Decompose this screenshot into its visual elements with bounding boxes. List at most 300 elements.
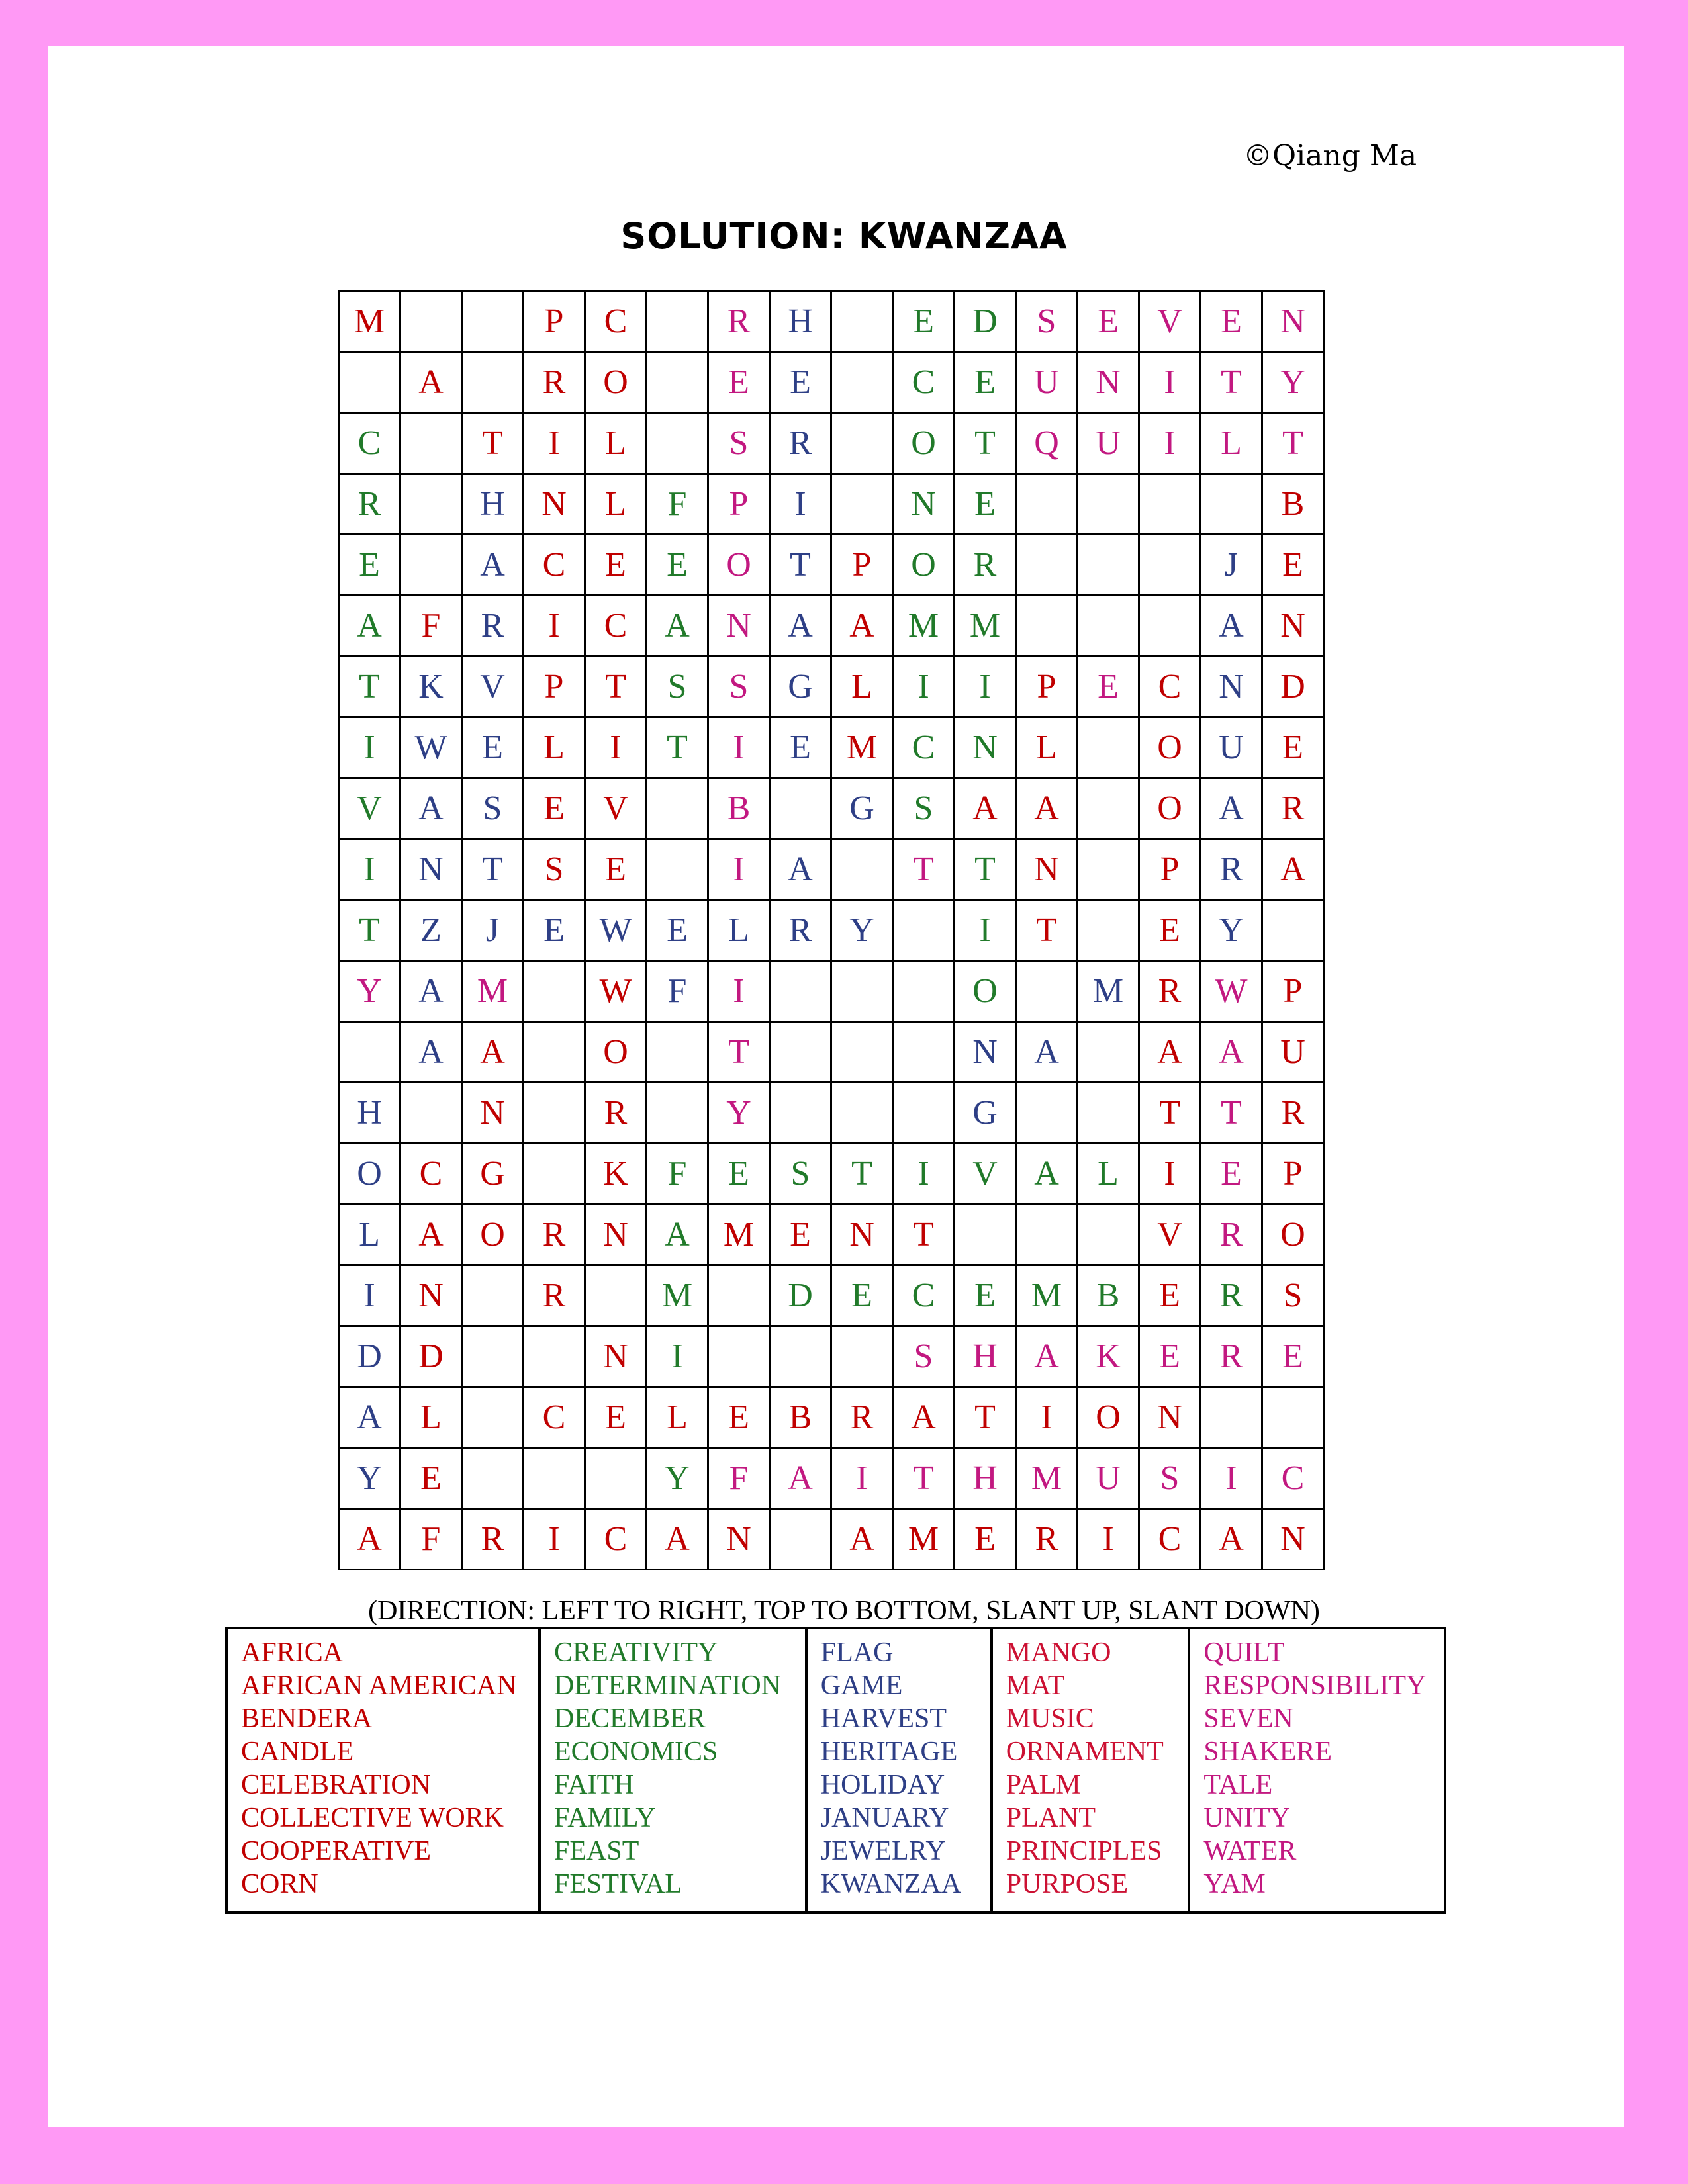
grid-cell: T xyxy=(893,1205,955,1265)
grid-cell: D xyxy=(955,291,1016,352)
grid-row xyxy=(339,474,1324,535)
grid-cell: E xyxy=(955,352,1016,413)
grid-cell xyxy=(647,1022,708,1083)
word-item: GAME xyxy=(820,1670,903,1701)
grid-cell xyxy=(462,1387,524,1448)
word-item: JEWELRY xyxy=(820,1836,946,1866)
grid-cell: A xyxy=(770,596,831,657)
grid-cell xyxy=(462,1265,524,1326)
word-item: FEAST xyxy=(554,1836,639,1866)
grid-cell: C xyxy=(893,717,955,778)
grid-cell: R xyxy=(1201,1326,1262,1387)
grid-row xyxy=(339,1083,1324,1144)
grid-cell: B xyxy=(1262,474,1324,535)
grid-cell: J xyxy=(462,900,524,961)
grid-cell: P xyxy=(1262,961,1324,1022)
grid-row xyxy=(339,352,1324,413)
grid-cell: A xyxy=(339,596,400,657)
grid-cell: N xyxy=(524,474,585,535)
grid-cell: A xyxy=(1201,778,1262,839)
grid-cell xyxy=(585,1448,647,1509)
grid-cell: A xyxy=(1262,839,1324,900)
grid-cell: U xyxy=(1201,717,1262,778)
grid-row xyxy=(339,717,1324,778)
grid-cell: A xyxy=(1201,596,1262,657)
grid-cell: T xyxy=(1139,1083,1201,1144)
grid-cell: R xyxy=(1201,1265,1262,1326)
grid-cell xyxy=(770,1509,831,1570)
word-item: FAMILY xyxy=(554,1803,656,1833)
grid-cell xyxy=(1078,839,1139,900)
grid-cell: R xyxy=(1201,839,1262,900)
word-column xyxy=(992,1628,1190,1913)
word-item: DETERMINATION xyxy=(554,1670,781,1701)
grid-cell: L xyxy=(585,474,647,535)
grid-cell: F xyxy=(647,474,708,535)
grid-cell: A xyxy=(831,1509,893,1570)
grid-row xyxy=(339,1265,1324,1326)
grid-cell: A xyxy=(400,961,462,1022)
grid-row xyxy=(339,900,1324,961)
word-item: PRINCIPLES xyxy=(1006,1836,1162,1866)
grid-cell: M xyxy=(1078,961,1139,1022)
grid-cell: C xyxy=(400,1144,462,1205)
grid-cell: I xyxy=(339,839,400,900)
grid-cell: Y xyxy=(647,1448,708,1509)
grid-cell: L xyxy=(647,1387,708,1448)
word-item: KWANZAA xyxy=(820,1869,962,1899)
grid-cell: U xyxy=(1078,1448,1139,1509)
grid-cell xyxy=(1139,474,1201,535)
grid-cell: D xyxy=(400,1326,462,1387)
grid-cell xyxy=(400,291,462,352)
grid-cell: Q xyxy=(1016,413,1078,474)
word-item: TALE xyxy=(1203,1770,1273,1800)
grid-cell: I xyxy=(647,1326,708,1387)
grid-cell: S xyxy=(1139,1448,1201,1509)
grid-cell: E xyxy=(339,535,400,596)
grid-cell: S xyxy=(893,778,955,839)
grid-cell: O xyxy=(893,535,955,596)
grid-cell: E xyxy=(1078,291,1139,352)
grid-cell: H xyxy=(770,291,831,352)
grid-cell: N xyxy=(1262,291,1324,352)
grid-cell: R xyxy=(585,1083,647,1144)
grid-cell: R xyxy=(831,1387,893,1448)
grid-row xyxy=(339,596,1324,657)
grid-cell: T xyxy=(893,839,955,900)
grid-cell: A xyxy=(1016,1326,1078,1387)
word-column xyxy=(226,1628,539,1913)
word-item: UNITY xyxy=(1203,1803,1291,1833)
grid-cell: K xyxy=(400,657,462,717)
grid-cell xyxy=(1139,596,1201,657)
word-item: ORNAMENT xyxy=(1006,1737,1164,1767)
grid-cell: H xyxy=(955,1448,1016,1509)
grid-cell: N xyxy=(893,474,955,535)
word-item: PALM xyxy=(1006,1770,1081,1800)
grid-cell: S xyxy=(708,413,770,474)
grid-cell: I xyxy=(1016,1387,1078,1448)
grid-cell: S xyxy=(647,657,708,717)
grid-cell: S xyxy=(1016,291,1078,352)
grid-cell xyxy=(831,1022,893,1083)
word-column xyxy=(539,1628,806,1913)
grid-cell xyxy=(1262,1387,1324,1448)
word-item: AFRICA xyxy=(241,1637,344,1668)
grid-cell xyxy=(462,1448,524,1509)
grid-cell: A xyxy=(770,1448,831,1509)
word-item: CANDLE xyxy=(241,1737,354,1767)
grid-cell: P xyxy=(708,474,770,535)
word-item: FESTIVAL xyxy=(554,1869,682,1899)
grid-cell: E xyxy=(585,535,647,596)
grid-cell: I xyxy=(708,839,770,900)
grid-cell: L xyxy=(1078,1144,1139,1205)
grid-cell: A xyxy=(400,1205,462,1265)
grid-cell: K xyxy=(585,1144,647,1205)
grid-cell: G xyxy=(462,1144,524,1205)
grid-cell xyxy=(339,1022,400,1083)
word-item: PLANT xyxy=(1006,1803,1096,1833)
word-item: RESPONSIBILITY xyxy=(1203,1670,1427,1701)
grid-cell xyxy=(893,900,955,961)
grid-cell: I xyxy=(585,717,647,778)
grid-cell: Y xyxy=(1201,900,1262,961)
grid-cell: R xyxy=(770,900,831,961)
grid-cell xyxy=(1078,900,1139,961)
grid-cell: E xyxy=(1139,900,1201,961)
grid-cell: I xyxy=(1078,1509,1139,1570)
grid-cell: V xyxy=(1139,291,1201,352)
grid-cell: P xyxy=(524,291,585,352)
grid-cell: L xyxy=(524,717,585,778)
copyright-notice: ©Qiang Ma xyxy=(1243,139,1417,173)
grid-cell: E xyxy=(462,717,524,778)
grid-cell: R xyxy=(1262,1083,1324,1144)
grid-cell: N xyxy=(831,1205,893,1265)
grid-cell: C xyxy=(524,1387,585,1448)
word-list-table xyxy=(225,1627,1446,1914)
grid-cell: T xyxy=(1201,352,1262,413)
grid-cell: R xyxy=(1016,1509,1078,1570)
grid-cell xyxy=(708,1265,770,1326)
grid-cell: M xyxy=(893,596,955,657)
grid-cell: M xyxy=(647,1265,708,1326)
grid-cell: I xyxy=(1139,1144,1201,1205)
grid-cell: A xyxy=(462,1022,524,1083)
word-column xyxy=(806,1628,992,1913)
grid-cell xyxy=(1016,1205,1078,1265)
word-item: SEVEN xyxy=(1203,1704,1293,1734)
grid-cell xyxy=(955,1205,1016,1265)
grid-cell: S xyxy=(524,839,585,900)
grid-cell xyxy=(831,1326,893,1387)
grid-cell: Y xyxy=(1262,352,1324,413)
grid-cell: R xyxy=(1139,961,1201,1022)
word-item: MUSIC xyxy=(1006,1704,1094,1734)
grid-cell: R xyxy=(524,1265,585,1326)
grid-cell: E xyxy=(1201,1144,1262,1205)
grid-cell: A xyxy=(893,1387,955,1448)
grid-cell: P xyxy=(524,657,585,717)
grid-cell: E xyxy=(400,1448,462,1509)
grid-cell: M xyxy=(831,717,893,778)
grid-row xyxy=(339,1387,1324,1448)
grid-cell: O xyxy=(955,961,1016,1022)
grid-cell: H xyxy=(955,1326,1016,1387)
grid-cell xyxy=(524,961,585,1022)
grid-cell: D xyxy=(1262,657,1324,717)
grid-row xyxy=(339,413,1324,474)
grid-cell xyxy=(400,1083,462,1144)
word-search-grid xyxy=(338,290,1325,1570)
page-title: SOLUTION: KWANZAA xyxy=(620,215,1068,257)
grid-cell: M xyxy=(462,961,524,1022)
grid-cell: E xyxy=(1139,1326,1201,1387)
grid-cell: G xyxy=(831,778,893,839)
grid-cell: T xyxy=(1201,1083,1262,1144)
grid-cell xyxy=(770,778,831,839)
grid-cell: I xyxy=(831,1448,893,1509)
grid-cell: E xyxy=(647,535,708,596)
grid-cell: E xyxy=(647,900,708,961)
grid-cell: R xyxy=(770,413,831,474)
direction-note: (DIRECTION: LEFT TO RIGHT, TOP TO BOTTOM, SLANT UP, SLANT DOWN) xyxy=(368,1596,1320,1626)
grid-cell: A xyxy=(400,778,462,839)
grid-cell: C xyxy=(893,352,955,413)
grid-cell: R xyxy=(462,596,524,657)
word-item: ECONOMICS xyxy=(554,1737,718,1767)
grid-cell: Y xyxy=(339,1448,400,1509)
word-item: BENDERA xyxy=(241,1704,373,1734)
grid-cell: N xyxy=(1201,657,1262,717)
grid-cell xyxy=(770,1326,831,1387)
grid-cell: O xyxy=(708,535,770,596)
grid-cell xyxy=(1016,474,1078,535)
word-item: CREATIVITY xyxy=(554,1637,718,1668)
grid-cell: V xyxy=(462,657,524,717)
grid-cell: A xyxy=(339,1387,400,1448)
grid-cell xyxy=(462,1326,524,1387)
grid-row xyxy=(339,778,1324,839)
grid-cell: W xyxy=(585,900,647,961)
grid-cell: N xyxy=(1262,596,1324,657)
grid-cell: A xyxy=(1201,1509,1262,1570)
grid-cell: E xyxy=(708,1387,770,1448)
grid-cell: F xyxy=(708,1448,770,1509)
grid-cell: A xyxy=(400,1022,462,1083)
grid-cell: Y xyxy=(339,961,400,1022)
grid-cell: T xyxy=(462,413,524,474)
grid-cell: O xyxy=(462,1205,524,1265)
grid-cell: N xyxy=(1262,1509,1324,1570)
grid-cell xyxy=(1262,900,1324,961)
grid-cell: T xyxy=(462,839,524,900)
word-item: HERITAGE xyxy=(820,1737,958,1767)
grid-cell: O xyxy=(339,1144,400,1205)
grid-cell: C xyxy=(585,596,647,657)
grid-cell xyxy=(893,961,955,1022)
grid-cell: I xyxy=(893,657,955,717)
grid-cell: N xyxy=(400,1265,462,1326)
word-item: SHAKERE xyxy=(1203,1737,1333,1767)
grid-cell: L xyxy=(708,900,770,961)
grid-cell: T xyxy=(1262,413,1324,474)
grid-cell: A xyxy=(647,1509,708,1570)
grid-cell: E xyxy=(1262,1326,1324,1387)
word-item: HOLIDAY xyxy=(820,1770,945,1800)
grid-cell: P xyxy=(1262,1144,1324,1205)
grid-cell: R xyxy=(1201,1205,1262,1265)
grid-cell: G xyxy=(955,1083,1016,1144)
grid-cell: G xyxy=(770,657,831,717)
grid-cell: E xyxy=(831,1265,893,1326)
grid-cell: J xyxy=(1201,535,1262,596)
grid-cell: F xyxy=(400,596,462,657)
grid-cell: L xyxy=(1201,413,1262,474)
grid-cell: I xyxy=(524,1509,585,1570)
grid-cell xyxy=(770,961,831,1022)
grid-cell xyxy=(1016,961,1078,1022)
grid-cell: C xyxy=(1139,1509,1201,1570)
grid-cell: L xyxy=(339,1205,400,1265)
grid-cell: E xyxy=(1139,1265,1201,1326)
grid-cell: U xyxy=(1016,352,1078,413)
grid-cell: H xyxy=(339,1083,400,1144)
grid-cell: N xyxy=(400,839,462,900)
grid-cell: T xyxy=(708,1022,770,1083)
grid-cell xyxy=(524,1448,585,1509)
grid-row xyxy=(339,1326,1324,1387)
grid-cell xyxy=(770,1083,831,1144)
grid-cell: I xyxy=(339,1265,400,1326)
grid-cell xyxy=(647,839,708,900)
grid-cell: L xyxy=(1016,717,1078,778)
grid-cell xyxy=(400,413,462,474)
grid-cell: C xyxy=(339,413,400,474)
grid-cell: M xyxy=(955,596,1016,657)
grid-cell: B xyxy=(1078,1265,1139,1326)
grid-cell: U xyxy=(1078,413,1139,474)
grid-cell xyxy=(770,1022,831,1083)
grid-cell: N xyxy=(1078,352,1139,413)
grid-cell: M xyxy=(708,1205,770,1265)
grid-cell xyxy=(1078,1205,1139,1265)
grid-cell: I xyxy=(955,900,1016,961)
grid-cell: U xyxy=(1262,1022,1324,1083)
grid-cell: C xyxy=(585,1509,647,1570)
grid-cell xyxy=(893,1083,955,1144)
grid-cell: I xyxy=(1139,413,1201,474)
grid-cell: T xyxy=(585,657,647,717)
grid-cell: S xyxy=(893,1326,955,1387)
grid-cell: M xyxy=(339,291,400,352)
grid-cell xyxy=(1016,535,1078,596)
grid-cell: N xyxy=(462,1083,524,1144)
grid-cell: T xyxy=(770,535,831,596)
grid-cell: T xyxy=(1016,900,1078,961)
grid-cell: M xyxy=(1016,1265,1078,1326)
grid-cell: F xyxy=(647,961,708,1022)
grid-cell xyxy=(647,352,708,413)
grid-cell: R xyxy=(524,1205,585,1265)
word-item: FAITH xyxy=(554,1770,634,1800)
grid-cell xyxy=(462,291,524,352)
grid-cell: T xyxy=(831,1144,893,1205)
grid-cell: R xyxy=(955,535,1016,596)
word-item: WATER xyxy=(1203,1836,1297,1866)
grid-cell: D xyxy=(339,1326,400,1387)
grid-cell: C xyxy=(1139,657,1201,717)
grid-cell: L xyxy=(585,413,647,474)
grid-cell: W xyxy=(400,717,462,778)
word-item: AFRICAN AMERICAN xyxy=(241,1670,517,1701)
grid-cell: R xyxy=(462,1509,524,1570)
grid-cell: O xyxy=(893,413,955,474)
grid-cell: E xyxy=(524,778,585,839)
grid-cell: E xyxy=(955,1265,1016,1326)
word-item: HARVEST xyxy=(820,1704,947,1734)
grid-cell: Y xyxy=(708,1083,770,1144)
grid-cell: A xyxy=(1201,1022,1262,1083)
grid-cell: F xyxy=(647,1144,708,1205)
word-item: JANUARY xyxy=(820,1803,949,1833)
word-item: COOPERATIVE xyxy=(241,1836,432,1866)
grid-cell: I xyxy=(893,1144,955,1205)
grid-cell xyxy=(831,1083,893,1144)
grid-cell: I xyxy=(524,596,585,657)
word-item: QUILT xyxy=(1203,1637,1285,1668)
grid-cell: O xyxy=(585,1022,647,1083)
grid-cell xyxy=(339,352,400,413)
grid-cell xyxy=(400,535,462,596)
grid-cell: R xyxy=(339,474,400,535)
grid-cell xyxy=(647,778,708,839)
grid-cell: T xyxy=(647,717,708,778)
word-item: YAM xyxy=(1203,1869,1266,1899)
grid-cell: E xyxy=(770,1205,831,1265)
grid-cell: Y xyxy=(831,900,893,961)
grid-cell: E xyxy=(585,1387,647,1448)
grid-cell xyxy=(1078,1022,1139,1083)
grid-cell: H xyxy=(462,474,524,535)
grid-cell xyxy=(647,291,708,352)
grid-cell xyxy=(831,839,893,900)
grid-cell: R xyxy=(524,352,585,413)
grid-cell: O xyxy=(1078,1387,1139,1448)
grid-cell: N xyxy=(585,1205,647,1265)
grid-cell: L xyxy=(831,657,893,717)
word-item: COLLECTIVE WORK xyxy=(241,1803,504,1833)
grid-cell: S xyxy=(462,778,524,839)
word-item: CELEBRATION xyxy=(241,1770,431,1800)
grid-cell: E xyxy=(770,352,831,413)
grid-cell: I xyxy=(708,961,770,1022)
grid-cell xyxy=(1016,1083,1078,1144)
grid-cell: O xyxy=(1139,717,1201,778)
grid-cell: I xyxy=(1139,352,1201,413)
grid-cell: I xyxy=(1201,1448,1262,1509)
grid-cell: A xyxy=(955,778,1016,839)
word-item: FLAG xyxy=(820,1637,894,1668)
grid-cell: V xyxy=(955,1144,1016,1205)
grid-cell: A xyxy=(400,352,462,413)
grid-cell: T xyxy=(893,1448,955,1509)
grid-cell xyxy=(1078,596,1139,657)
grid-cell: A xyxy=(647,1205,708,1265)
grid-cell xyxy=(708,1326,770,1387)
